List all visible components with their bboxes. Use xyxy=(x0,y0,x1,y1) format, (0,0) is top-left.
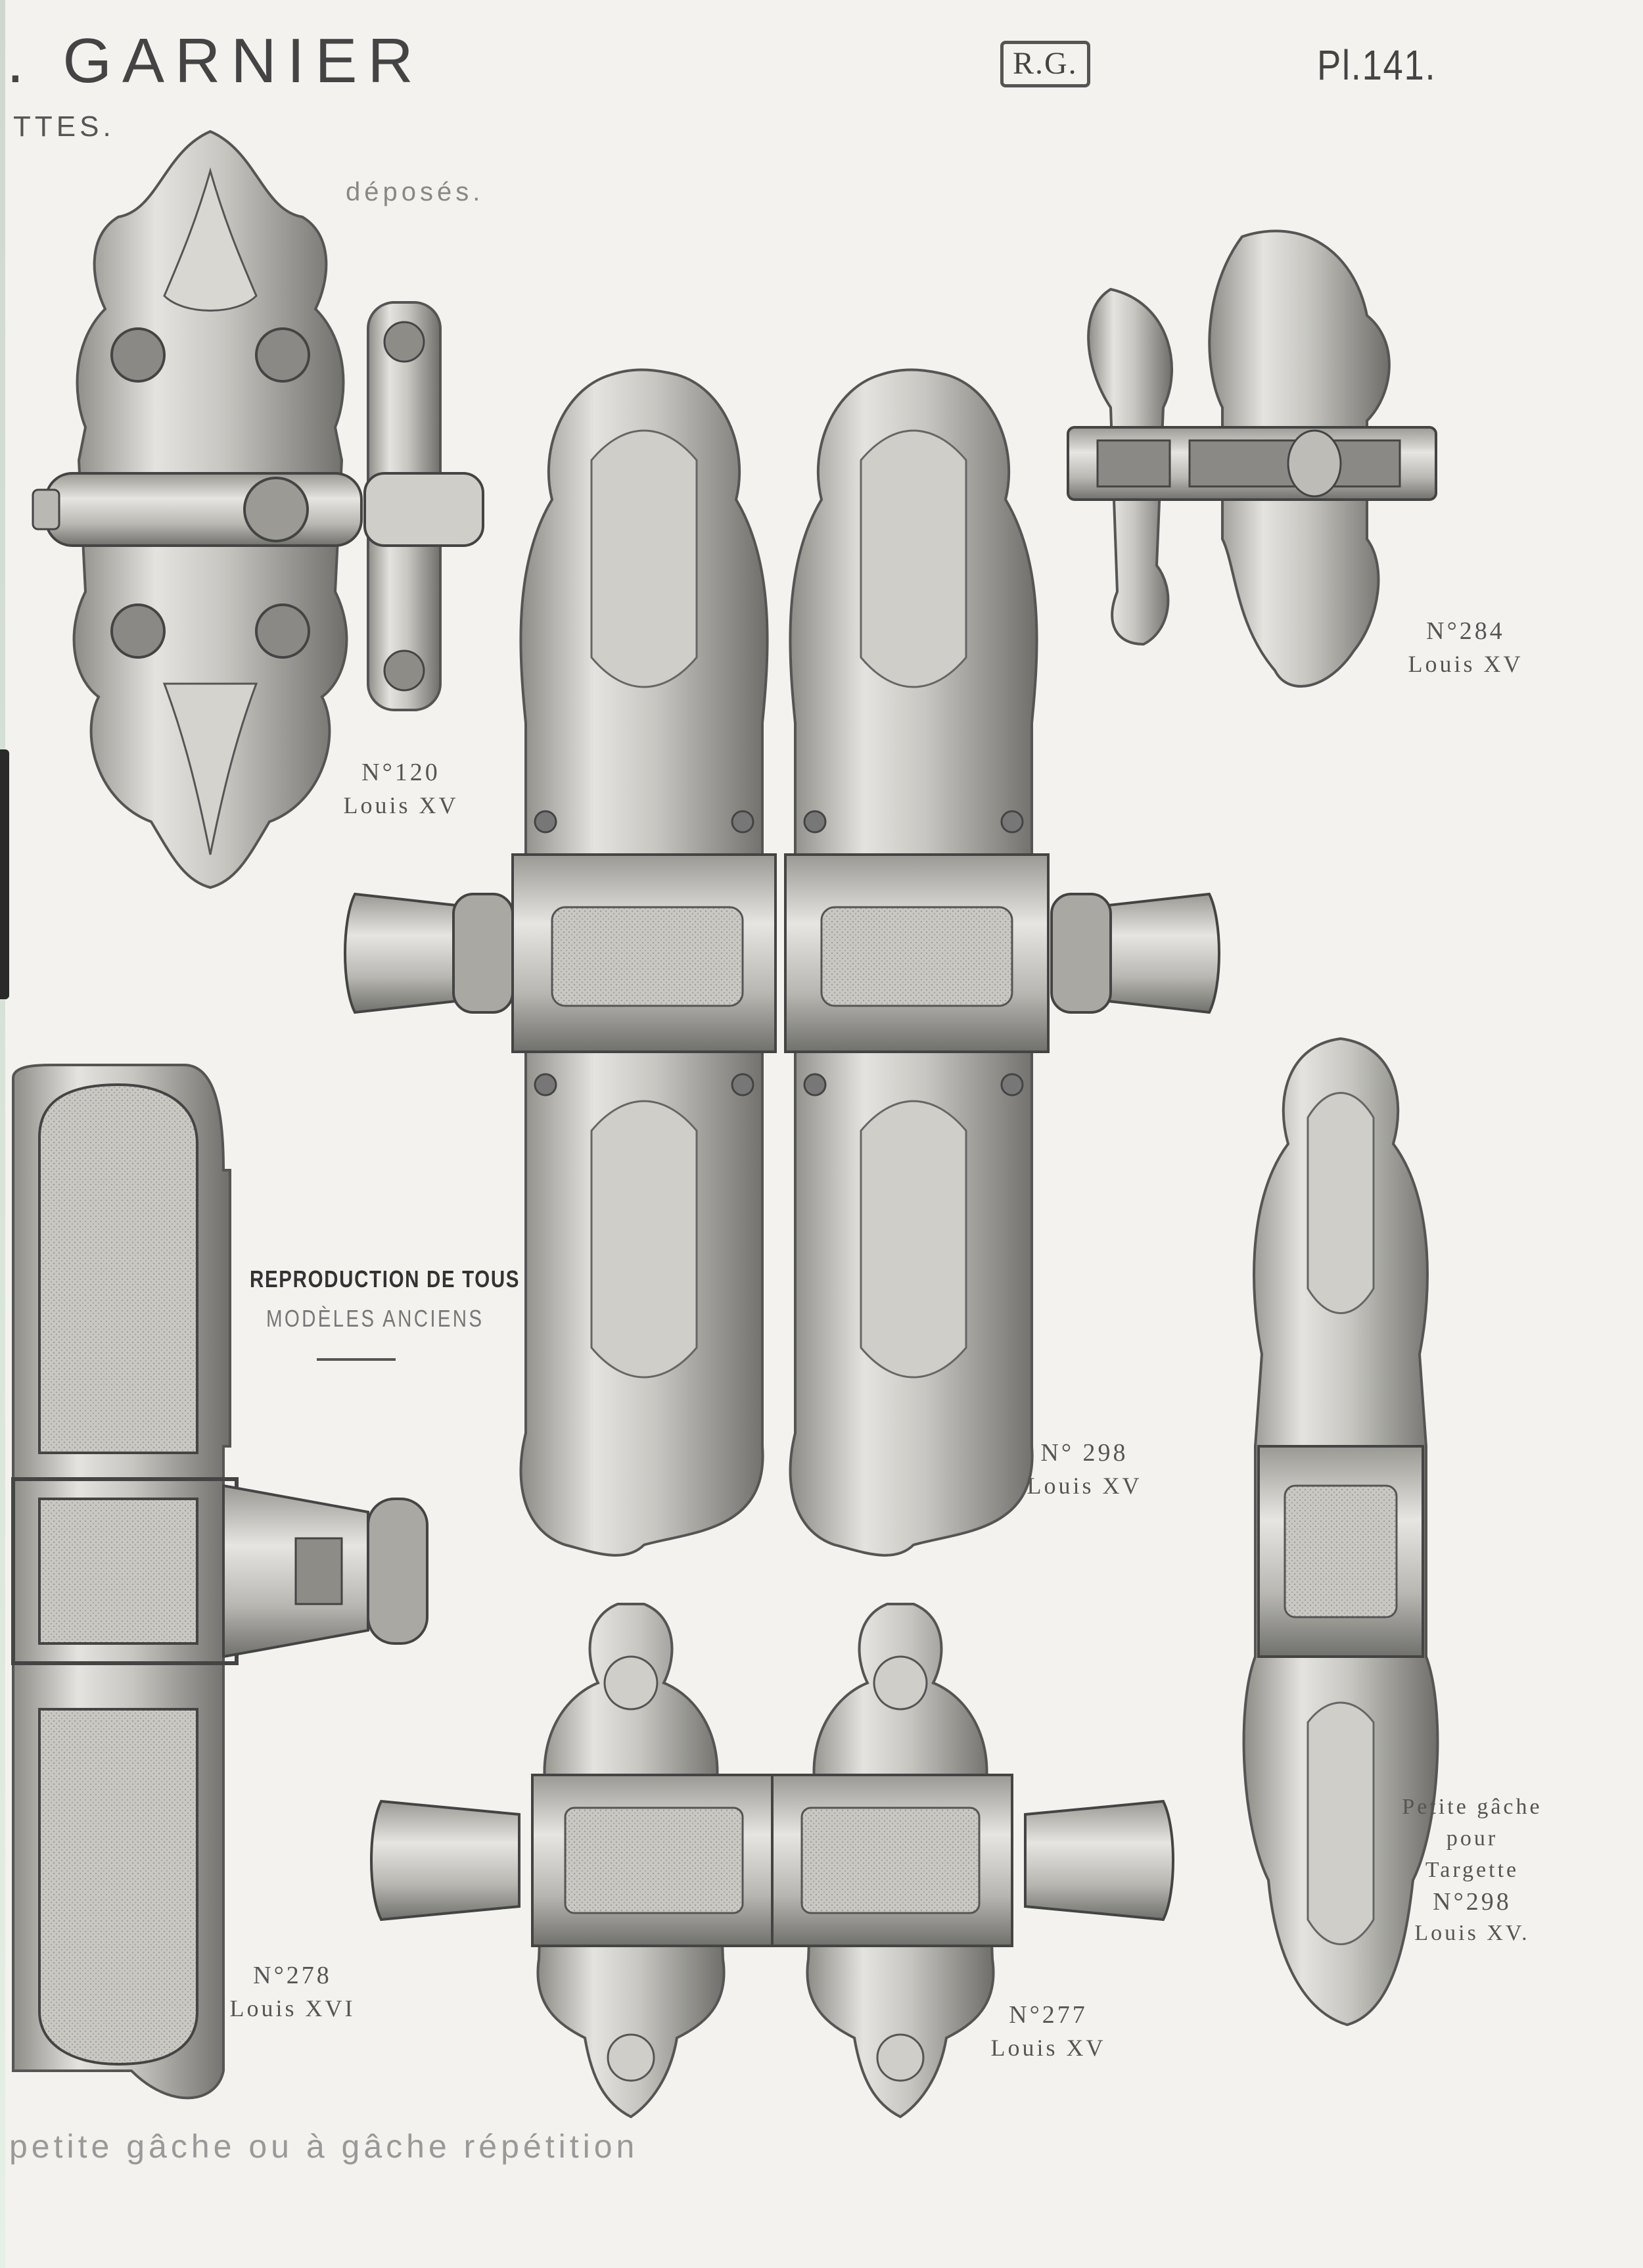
caption-120 xyxy=(342,756,460,822)
page-subtitle: TTES. xyxy=(13,110,115,143)
reproduction-heading: REPRODUCTION DE TOUS xyxy=(250,1265,521,1292)
footer-note: petite gâche ou à gâche répétition xyxy=(9,2128,639,2165)
targette-284 xyxy=(1068,231,1436,686)
caption-277-style: Louis XV xyxy=(990,2035,1106,2061)
small-strike-style: Louis XV. xyxy=(1414,1921,1530,1945)
maker-mark: R.G. xyxy=(1000,41,1090,87)
caption-120-style: Louis XV xyxy=(343,792,459,818)
small-strike-line3: Targette xyxy=(1425,1858,1519,1882)
targette-298 xyxy=(345,370,1219,1555)
caption-278-style: Louis XVI xyxy=(229,1995,356,2021)
page-title: . GARNIER xyxy=(7,26,424,96)
reproduction-divider xyxy=(317,1358,396,1361)
caption-284-number: N°284 xyxy=(1426,617,1505,645)
caption-284 xyxy=(1400,615,1531,680)
caption-277-number: N°277 xyxy=(1009,2001,1088,2029)
small-strike-line1: Petite gâche xyxy=(1402,1795,1542,1819)
targette-278 xyxy=(13,1065,427,2098)
caption-298-style: Louis XV xyxy=(1027,1473,1142,1499)
caption-298-number: N° 298 xyxy=(1040,1439,1128,1467)
plate-number: Pl.141. xyxy=(1317,41,1437,89)
deposes-label: déposés. xyxy=(346,177,484,206)
caption-278 xyxy=(227,1959,358,2025)
targette-120 xyxy=(33,131,361,887)
caption-284-style: Louis XV xyxy=(1408,651,1523,677)
reproduction-subheading: MODÈLES ANCIENS xyxy=(266,1305,484,1332)
caption-277 xyxy=(989,1998,1107,2064)
caption-278-number: N°278 xyxy=(253,1962,332,1989)
caption-120-number: N°120 xyxy=(361,759,440,786)
strike-120 xyxy=(365,302,483,710)
small-strike-line2: pour xyxy=(1446,1826,1498,1851)
caption-298 xyxy=(1025,1436,1144,1502)
caption-small-strike xyxy=(1400,1791,1544,1949)
small-strike-number: N°298 xyxy=(1433,1888,1512,1916)
